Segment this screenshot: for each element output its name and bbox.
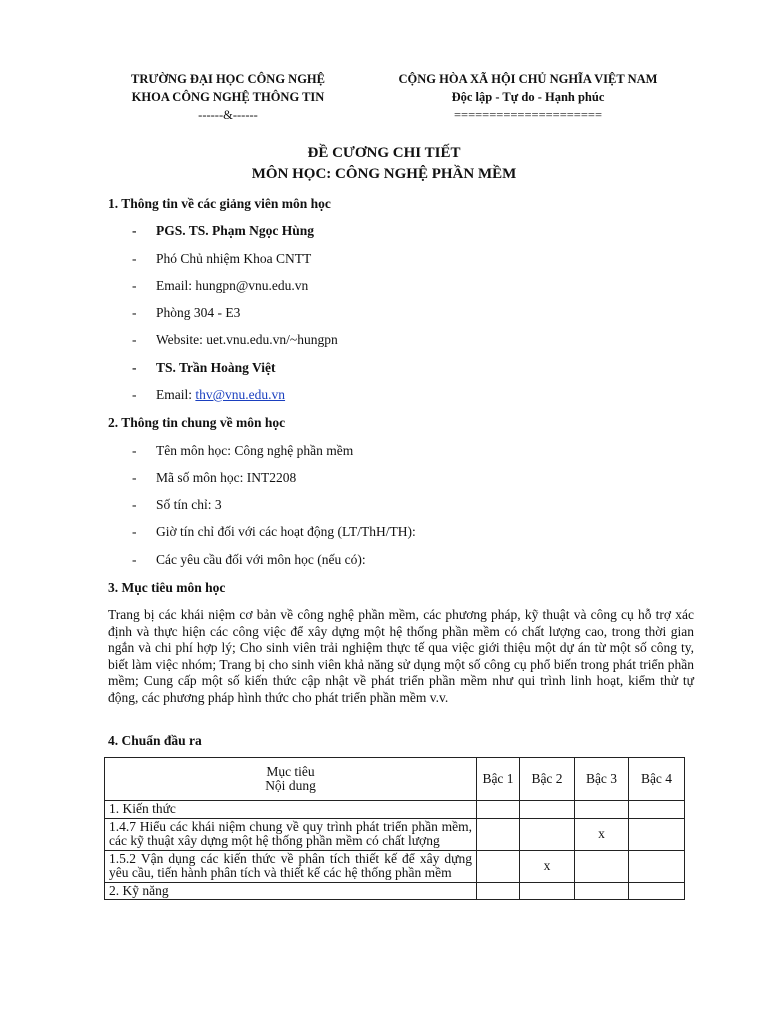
lecturer-2-name: - TS. Trần Hoàng Việt (132, 360, 276, 375)
section-3-heading: 3. Mục tiêu môn học (108, 580, 226, 595)
university-header (110, 70, 346, 124)
credit-hours: - Giờ tín chỉ đối với các hoạt động (LT/ThH/TH): (132, 524, 416, 539)
section-4-heading: 4. Chuẩn đầu ra (108, 733, 202, 748)
header-objective-label: Mục tiêu (266, 763, 315, 779)
motto: Độc lập - Tự do - Hạnh phúc (451, 90, 605, 104)
university-name: TRƯỜNG ĐẠI HỌC CÔNG NGHỆ (131, 72, 325, 86)
header-level-1: Bậc 1 (477, 758, 520, 801)
row-mark (629, 818, 685, 850)
table-row (105, 801, 685, 819)
row-mark (629, 850, 685, 882)
row-mark (520, 818, 575, 850)
lecturer-1-position: - Phó Chủ nhiệm Khoa CNTT (132, 251, 312, 266)
prerequisites: - Các yêu cầu đối với môn học (nếu có): (132, 552, 366, 567)
header-content-label: Nội dung (265, 778, 316, 793)
header-level-2: Bậc 2 (520, 758, 575, 801)
left-ornament: ------&------ (198, 108, 258, 122)
row-mark (629, 801, 685, 819)
table-header-row (105, 758, 685, 801)
course-name: - Tên môn học: Công nghệ phần mềm (132, 443, 354, 458)
row-mark (575, 801, 629, 819)
row-content: 2. Kỹ năng (105, 882, 477, 900)
row-content: 1.5.2 Vận dụng các kiến thức về phân tích thiết kế để xây dựng yêu cầu, tiến hành phân tích và thiết kế các hệ thống phần mềm (105, 850, 477, 882)
lecturer-1-office: - Phòng 304 - E3 (132, 305, 241, 320)
row-mark: x (575, 818, 629, 850)
credits: - Số tín chỉ: 3 (132, 497, 222, 512)
faculty-name: KHOA CÔNG NGHỆ THÔNG TIN (131, 90, 325, 104)
section-2-heading: 2. Thông tin chung về môn học (108, 415, 286, 430)
row-mark: x (520, 850, 575, 882)
row-content: 1.4.7 Hiểu các khái niệm chung về quy trình phát triển phần mềm, các kỹ thuật xây dựng một hệ thống phần mềm có chất lượng (105, 818, 477, 850)
right-ornament: ===================== (453, 108, 603, 122)
learning-outcomes-table (104, 757, 685, 900)
section-1-heading: 1. Thông tin về các giảng viên môn học (108, 196, 331, 211)
lecturer-1-email: - Email: hungpn@vnu.edu.vn (132, 278, 309, 293)
course-code: - Mã số môn học: INT2208 (132, 470, 297, 485)
lecturer-1-name: - PGS. TS. Phạm Ngọc Hùng (132, 223, 315, 238)
country-name: CỘNG HÒA XÃ HỘI CHỦ NGHĨA VIỆT NAM (398, 72, 658, 86)
row-mark (520, 801, 575, 819)
row-mark (477, 818, 520, 850)
header-content-cell (105, 758, 477, 801)
course-objectives-paragraph: Trang bị các khái niệm cơ bản về công nghệ phần mềm, các phương pháp, kỹ thuật và công cụ hỗ trợ xác định và thực hiện các công việc để xây dựng một hệ thống phần mềm có chất lượng cao, trong thời gian ngắn và chi phí hợp lý; Cho sinh viên trải nghiệm thực tế qua việc giới thiệu một dự án từ một số công ty, biết làm việc nhóm; Trang bị cho sinh viên khả năng sử dụng một số công cụ phổ biến trong phát triển phần mềm; Cung cấp một số kiến thức cập nhật về phát triển phần mềm như qui trình linh hoạt, kiểm thử tự động, các phương pháp hình thức cho phát triển phần mềm v.v. (108, 607, 694, 705)
header-level-3: Bậc 3 (575, 758, 629, 801)
header-level-4: Bậc 4 (629, 758, 685, 801)
course-title: MÔN HỌC: CÔNG NGHỆ PHẦN MỀM (251, 166, 517, 182)
row-mark (520, 882, 575, 900)
row-mark (575, 882, 629, 900)
row-mark (477, 850, 520, 882)
table-row (105, 850, 685, 882)
row-mark (575, 850, 629, 882)
row-mark (629, 882, 685, 900)
row-content: 1. Kiến thức (105, 801, 477, 819)
national-header (378, 70, 678, 124)
lecturer-1-website: - Website: uet.vnu.edu.vn/~hungpn (132, 332, 338, 347)
lecturer-2-email: - Email: thv@vnu.edu.vn (132, 387, 286, 402)
lecturer-2-email-link[interactable]: thv@vnu.edu.vn (195, 387, 286, 402)
row-mark (477, 882, 520, 900)
row-mark (477, 801, 520, 819)
table-row (105, 818, 685, 850)
table-row (105, 882, 685, 900)
document-title: ĐỀ CƯƠNG CHI TIẾT (307, 145, 461, 161)
